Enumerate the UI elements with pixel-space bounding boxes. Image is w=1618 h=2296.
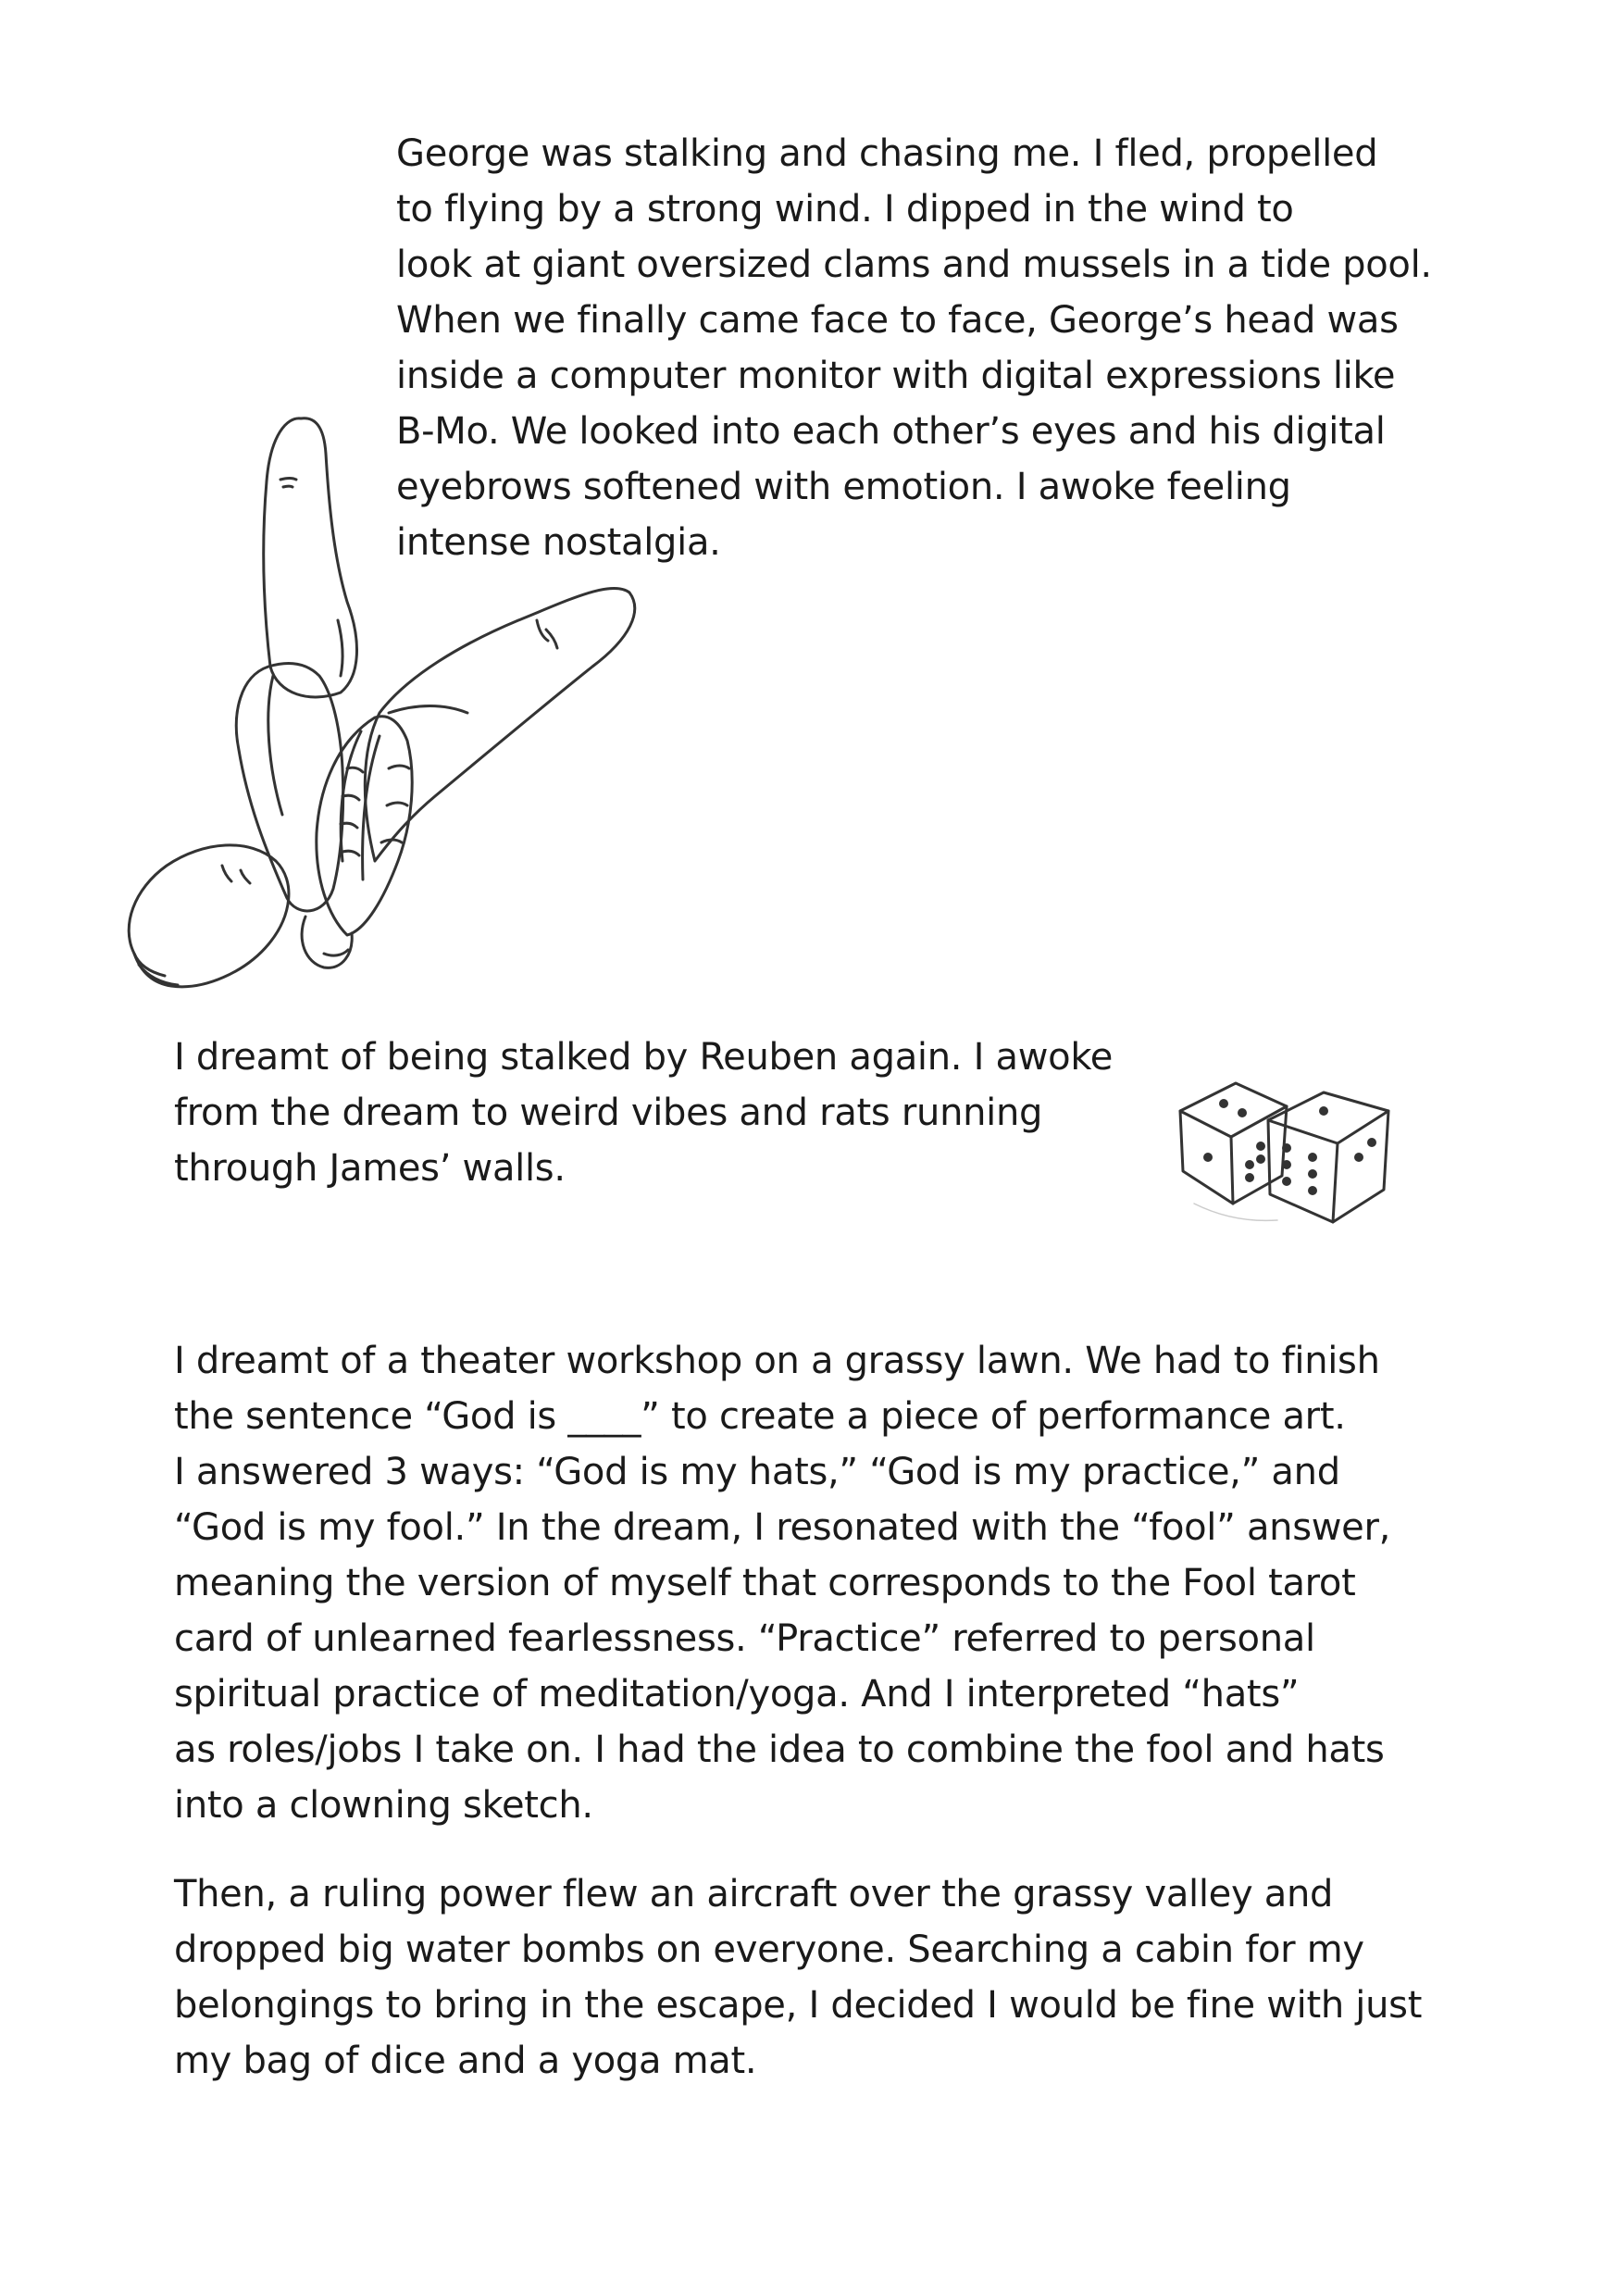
dream-paragraph-reuben	[174, 1029, 1113, 1196]
mussel-shells-sketch-icon	[111, 398, 648, 991]
text-line: Then, a ruling power flew an aircraft over the grassy valley and	[174, 1873, 1334, 1915]
text-line: from the dream to weird vibes and rats running	[174, 1092, 1043, 1134]
text-line: I dreamt of a theater workshop on a grassy lawn. We had to finish	[174, 1340, 1380, 1382]
text-line: as roles/jobs I take on. I had the idea to combine the fool and hats	[174, 1728, 1385, 1771]
text-line: I answered 3 ways: “God is my hats,” “God is my practice,” and	[174, 1451, 1340, 1493]
text-line: meaning the version of myself that corresponds to the Fool tarot	[174, 1562, 1356, 1604]
text-line: When we finally came face to face, George’s head was	[396, 299, 1399, 342]
dice-sketch-icon	[1166, 1055, 1425, 1259]
text-line: into a clowning sketch.	[174, 1784, 593, 1827]
dream-paragraph-escape	[174, 1866, 1422, 2089]
text-line: the sentence “God is ____” to create a piece of performance art.	[174, 1395, 1346, 1438]
text-line: inside a computer monitor with digital expressions like	[396, 355, 1396, 397]
text-line: B-Mo. We looked into each other’s eyes and his digital	[396, 410, 1386, 453]
text-line: I dreamt of being stalked by Reuben again. I awoke	[174, 1036, 1114, 1079]
text-line: eyebrows softened with emotion. I awoke feeling	[396, 466, 1291, 508]
dream-paragraph-theater	[174, 1333, 1390, 1833]
text-line: spiritual practice of meditation/yoga. And I interpreted “hats”	[174, 1673, 1300, 1716]
text-line: dropped big water bombs on everyone. Searching a cabin for my	[174, 1928, 1364, 1971]
text-line: to flying by a strong wind. I dipped in the wind to	[396, 188, 1294, 231]
text-line: intense nostalgia.	[396, 521, 721, 564]
text-line: George was stalking and chasing me. I fled, propelled	[396, 132, 1378, 175]
text-line: my bag of dice and a yoga mat.	[174, 2040, 757, 2082]
text-line: through James’ walls.	[174, 1147, 566, 1190]
text-line: “God is my fool.” In the dream, I resonated with the “fool” answer,	[174, 1506, 1391, 1549]
text-line: belongings to bring in the escape, I decided I would be fine with just	[174, 1984, 1423, 2027]
text-line: look at giant oversized clams and mussels in a tide pool.	[396, 243, 1432, 286]
text-line: card of unlearned fearlessness. “Practice” referred to personal	[174, 1617, 1315, 1660]
